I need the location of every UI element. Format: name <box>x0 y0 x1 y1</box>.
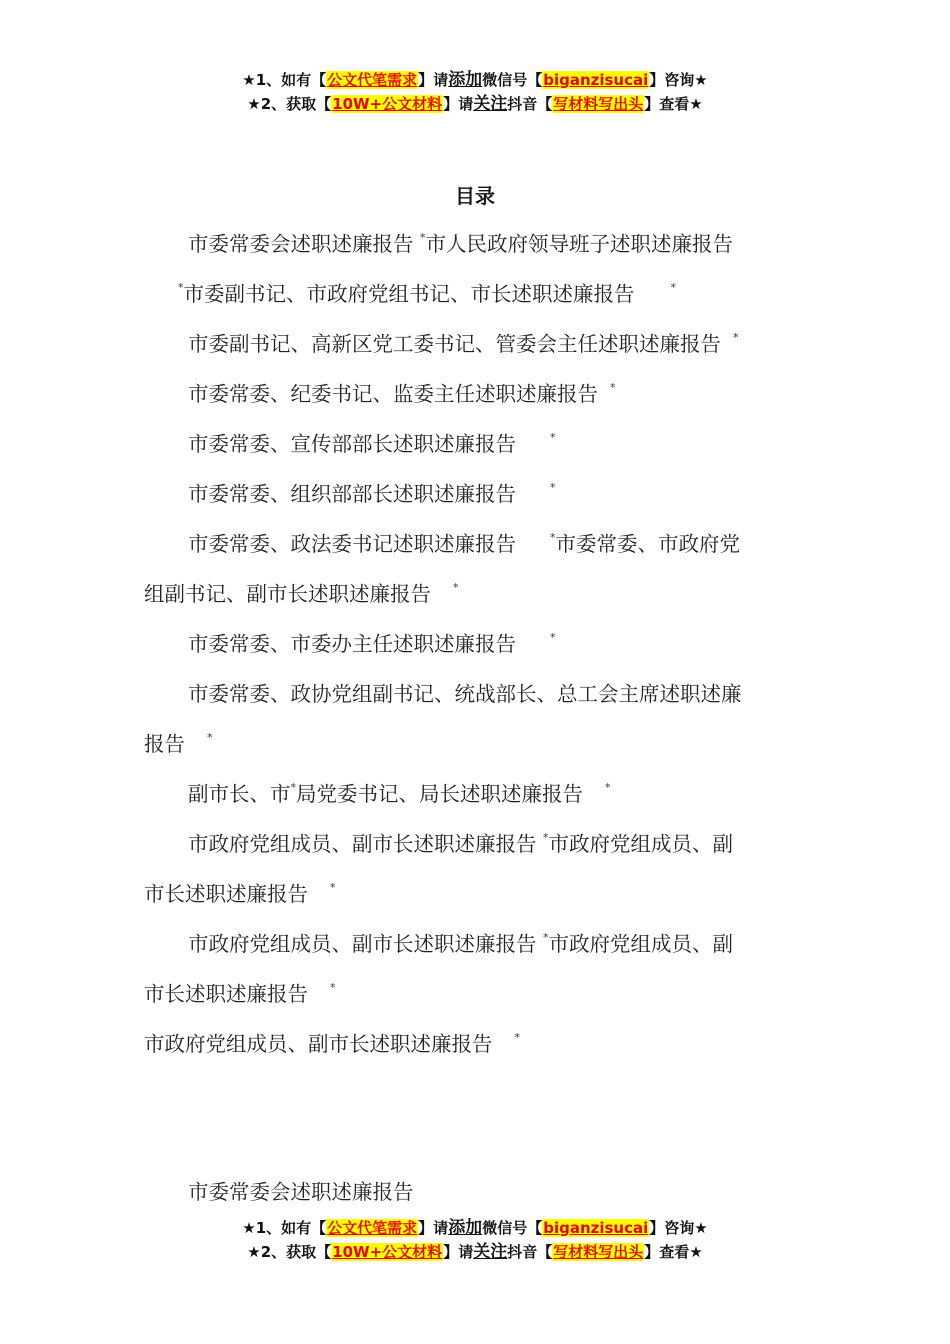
toc-entry-text: 市长述职述廉报告 <box>144 882 308 906</box>
toc-marker: * <box>550 431 556 444</box>
promo-banner-top <box>0 68 950 116</box>
toc-marker: * <box>550 481 556 494</box>
toc-marker: * <box>290 781 296 794</box>
toc-entry <box>188 680 742 708</box>
toc-marker: * <box>178 281 184 294</box>
promo-text: 微信号【 <box>482 71 543 89</box>
promo-highlight: 10W+公文材料 <box>332 95 443 113</box>
promo-text: 】请 <box>443 1243 474 1261</box>
toc-title: 目录 <box>455 184 495 208</box>
toc-entry <box>144 730 213 758</box>
toc-entry-text: 市委常委、政协党组副书记、统战部长、总工会主席述职述廉 <box>188 682 742 706</box>
toc-entry <box>188 830 733 858</box>
promo-line-2 <box>0 92 950 116</box>
toc-entry <box>188 330 739 358</box>
toc-entry <box>188 530 740 558</box>
promo-underline: 关注 <box>473 1242 508 1262</box>
toc-entry-text: 市长述职述廉报告 <box>144 982 308 1006</box>
toc-entry <box>144 580 459 608</box>
toc-entry-text: 市委常委、市政府党 <box>555 532 740 556</box>
toc-entry <box>144 1030 520 1058</box>
promo-text: 】查看★ <box>644 95 703 113</box>
promo-line-2 <box>0 1240 950 1264</box>
promo-highlight: biganzisucai <box>543 1219 649 1237</box>
toc-marker: * <box>330 881 336 894</box>
toc-marker: * <box>610 381 616 394</box>
toc-entry-text: 市政府党组成员、副市长述职述廉报告 <box>188 932 537 956</box>
toc-entry <box>178 280 676 308</box>
toc-entry-text: 市委常委、市委办主任述职述廉报告 <box>188 632 516 656</box>
toc-entry <box>188 780 611 808</box>
promo-highlight: 公文代笔需求 <box>327 1219 418 1237</box>
toc-entry <box>144 980 336 1008</box>
promo-text: 】咨询★ <box>649 71 708 89</box>
toc-marker: * <box>207 731 213 744</box>
toc-entry-text: 市政府党组成员、副市长述职述廉报告 <box>188 832 537 856</box>
toc-entry <box>188 630 556 658</box>
toc-entry-text: 市委常委、纪委书记、监委主任述职述廉报告 <box>188 382 598 406</box>
promo-line-1 <box>0 68 950 92</box>
toc-entry-text: 市委常委、宣传部部长述职述廉报告 <box>188 432 516 456</box>
toc-marker: * <box>550 531 556 544</box>
promo-underline: 添加 <box>448 1218 483 1238</box>
promo-highlight: 10W+公文材料 <box>332 1243 443 1261</box>
promo-highlight: biganzisucai <box>543 71 649 89</box>
toc-entry-text: 市委副书记、市政府党组书记、市长述职述廉报告 <box>183 282 635 306</box>
promo-text: 】查看★ <box>644 1243 703 1261</box>
promo-highlight: 写材料写出头 <box>553 95 644 113</box>
promo-text: 微信号【 <box>482 1219 543 1237</box>
promo-text: ★2、获取【 <box>247 95 332 113</box>
toc-marker: * <box>670 281 676 294</box>
toc-entry-text: 组副书记、副市长述职述廉报告 <box>144 582 431 606</box>
promo-text: 】请 <box>443 95 474 113</box>
promo-underline: 添加 <box>448 70 483 90</box>
toc-marker: * <box>550 631 556 644</box>
toc-entry-text: 市政府党组成员、副市长述职述廉报告 <box>144 1032 493 1056</box>
toc-entry-text: 报告 <box>144 732 185 756</box>
promo-text: 】请 <box>418 71 449 89</box>
toc-marker: * <box>733 331 739 344</box>
toc-marker: * <box>605 781 611 794</box>
promo-highlight: 写材料写出头 <box>553 1243 644 1261</box>
toc-entry-text: 市人民政府领导班子述职述廉报告 <box>425 232 734 256</box>
promo-text: 抖音【 <box>507 95 553 113</box>
toc-entry-text: 市委常委、政法委书记述职述廉报告 <box>188 532 516 556</box>
promo-text: 】咨询★ <box>649 1219 708 1237</box>
toc-marker: * <box>543 931 549 944</box>
toc-entry-text: 市委常委会述职述廉报告 <box>188 232 414 256</box>
section-heading: 市委常委会述职述廉报告 <box>188 1180 414 1204</box>
promo-line-1 <box>0 1216 950 1240</box>
toc-entry <box>188 480 556 508</box>
promo-text: 】请 <box>418 1219 449 1237</box>
promo-underline: 关注 <box>473 94 508 114</box>
toc-marker: * <box>543 831 549 844</box>
promo-text: 抖音【 <box>507 1243 553 1261</box>
promo-highlight: 公文代笔需求 <box>327 71 418 89</box>
toc-marker: * <box>453 581 459 594</box>
toc-entry <box>188 230 733 258</box>
toc-entry <box>188 430 556 458</box>
promo-text: ★1、如有【 <box>242 71 327 89</box>
toc-entry-text: 副市长、市 <box>188 782 291 806</box>
toc-entry-text: 市委常委、组织部部长述职述廉报告 <box>188 482 516 506</box>
toc-entry-text: 市政府党组成员、副 <box>548 932 734 956</box>
toc-marker: * <box>330 981 336 994</box>
toc-marker: * <box>514 1031 520 1044</box>
toc-entry-text: 市委副书记、高新区党工委书记、管委会主任述职述廉报告 <box>188 332 721 356</box>
toc-entry-text: 市政府党组成员、副 <box>548 832 734 856</box>
toc-entry-text: 局党委书记、局长述职述廉报告 <box>296 782 583 806</box>
toc-entry <box>188 930 733 958</box>
toc-entry <box>144 880 336 908</box>
toc-marker: * <box>420 231 426 244</box>
promo-text: ★2、获取【 <box>247 1243 332 1261</box>
toc-entry <box>188 380 616 408</box>
promo-text: ★1、如有【 <box>242 1219 327 1237</box>
promo-banner-bottom <box>0 1216 950 1264</box>
